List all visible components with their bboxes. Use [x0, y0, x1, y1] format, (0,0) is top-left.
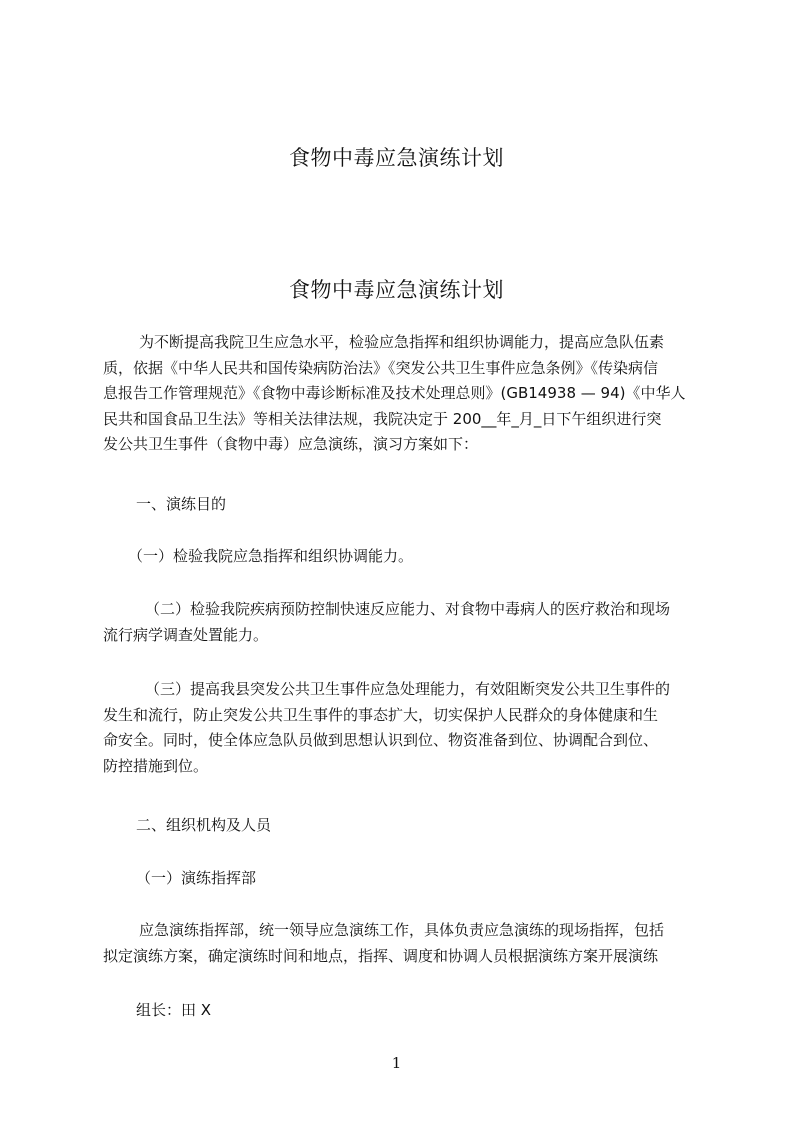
command-line: 应急演练指挥部，统一领导应急演练工作，具体负责应急演练的现场指挥，包括 [139, 921, 665, 939]
command-line: 拟定演练方案，确定演练时间和地点，指挥、调度和协调人员根据演练方案开展演练 [103, 946, 659, 965]
item-line: （二）检验我院疾病预防控制快速反应能力、对食物中毒病人的医疗救治和现场 [145, 600, 671, 618]
item-line: 命安全。同时，使全体应急队员做到思想认识到位、物资准备到位、协调配合到位、 [103, 731, 659, 749]
item-line: 防控措施到位。 [103, 756, 209, 775]
intro-paragraph [103, 330, 701, 458]
item-line: 发生和流行，防止突发公共卫生事件的事态扩大，切实保护人民群众的身体健康和生 [103, 705, 659, 724]
command-paragraph [103, 918, 701, 969]
purpose-item-1: （一）检验我院应急指挥和组织协调能力。 [128, 547, 414, 565]
item-line: 流行病学调查处置能力。 [103, 625, 269, 644]
purpose-item-3 [103, 677, 701, 779]
leader-line: 组长：田 X [136, 1001, 212, 1019]
intro-line: 质，依据《中华人民共和国传染病防治法》《突发公共卫生事件应急条例》《传染病信 [103, 358, 659, 377]
intro-line: 息报告工作管理规范》《食物中毒诊断标准及技术处理总则》(GB14938 — 94)《中华人 [103, 384, 686, 402]
subsection-heading-command: （一）演练指挥部 [136, 869, 257, 887]
section-heading-organization: 二、组织机构及人员 [136, 816, 272, 834]
item-line: （三）提高我县突发公共卫生事件应急处理能力，有效阻断突发公共卫生事件的 [145, 680, 671, 698]
purpose-item-2 [103, 597, 701, 648]
intro-line: 发公共卫生事件（食物中毒）应急演练，演习方案如下： [103, 435, 479, 453]
section-heading-purpose: 一、演练目的 [136, 495, 227, 513]
page-number: 1 [391, 1054, 402, 1072]
intro-line: 为不断提高我院卫生应急水平，检验应急指挥和组织协调能力，提高应急队伍素 [139, 333, 665, 351]
main-title: 食物中毒应急演练计划 [289, 278, 504, 302]
header-title: 食物中毒应急演练计划 [289, 146, 504, 170]
intro-line: 民共和国食品卫生法》等相关法律法规，我院决定于 200__年_月_日下午组织进行突 [103, 409, 662, 428]
